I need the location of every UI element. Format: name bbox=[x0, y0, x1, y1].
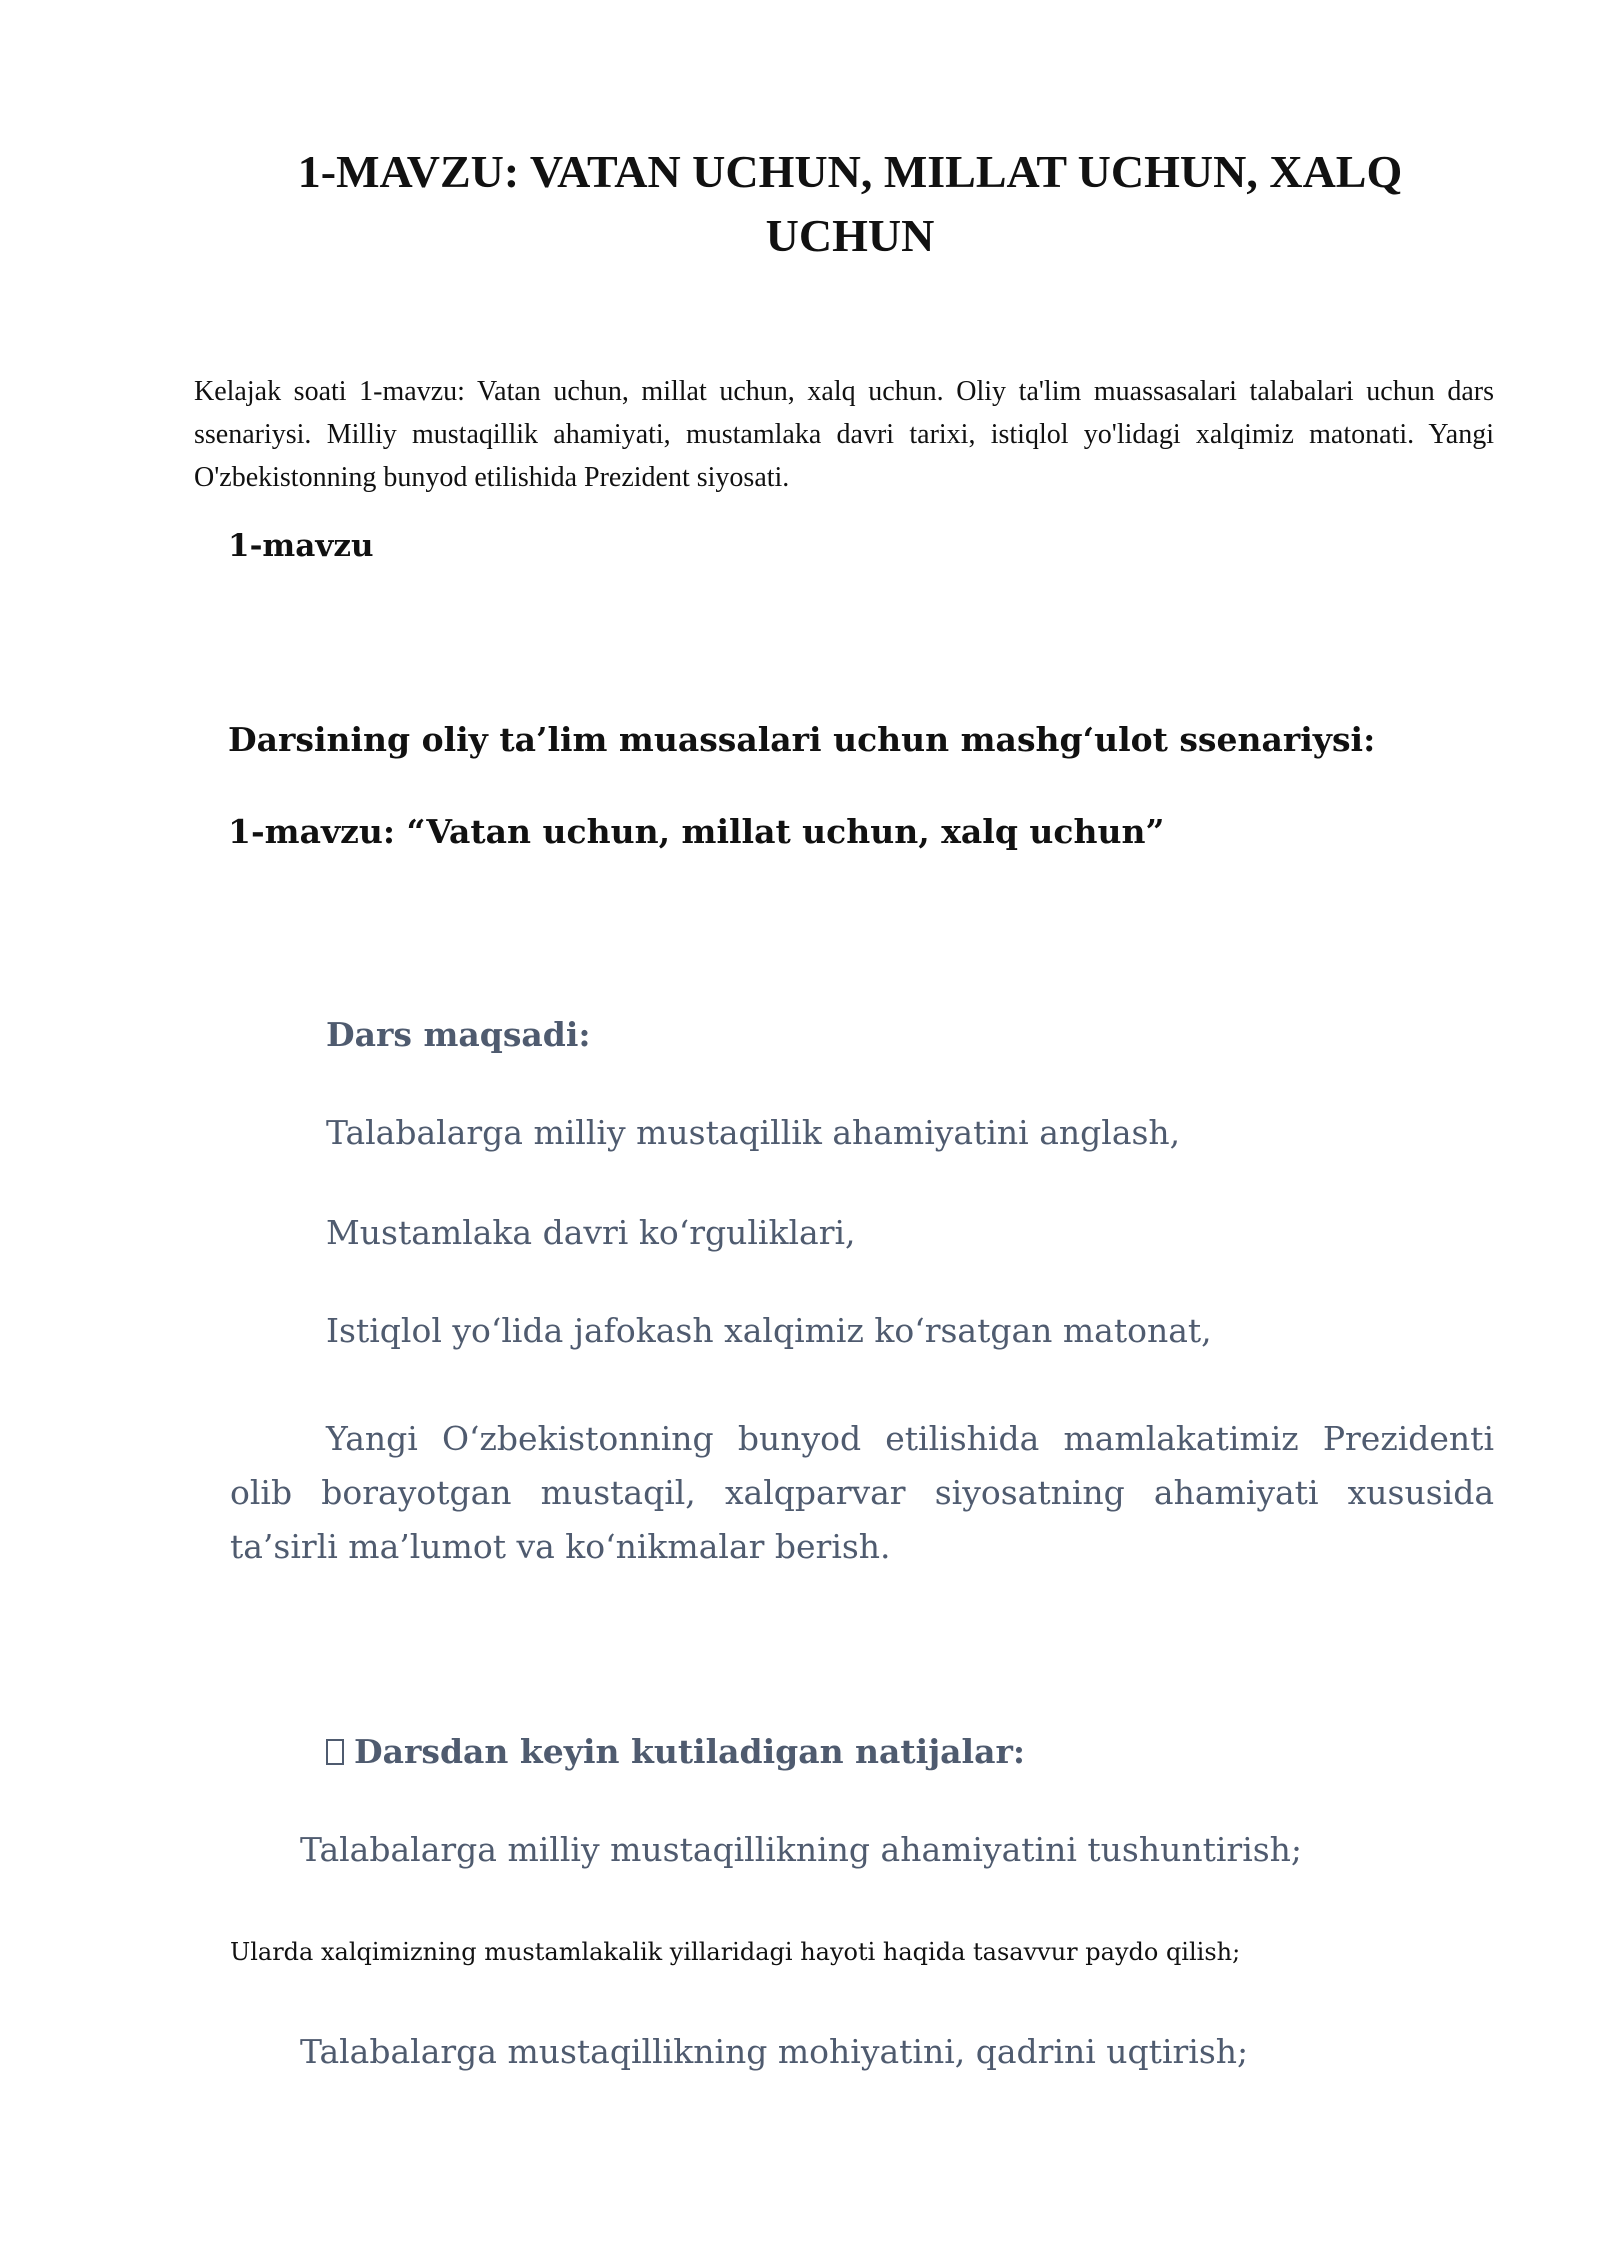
document-title: 1-MAVZU: VATAN UCHUN, MILLAT UCHUN, XALQ UCHUN bbox=[297, 146, 1403, 261]
checkbox-glyph-icon bbox=[326, 1739, 344, 1765]
heading-mavzu: 1-mavzu bbox=[228, 528, 374, 564]
result-item: Ularda xalqimizning mustamlakalik yillaridagi hayoti haqida tasavvur paydo qilish; bbox=[230, 1938, 1241, 1966]
goal-item: Istiqlol yo‘lida jafokash xalqimiz ko‘rsatgan matonat, bbox=[326, 1311, 1212, 1350]
result-item: Talabalarga milliy mustaqillikning ahamiyatini tushuntirish; bbox=[300, 1830, 1303, 1869]
goal-item: Mustamlaka davri ko‘rguliklari, bbox=[326, 1213, 856, 1252]
results-heading: Darsdan keyin kutiladigan natijalar: bbox=[354, 1732, 1026, 1771]
intro-paragraph: Kelajak soati 1-mavzu: Vatan uchun, millat uchun, xalq uchun. Oliy ta'lim muassasalari talabalari uchun dars ssenariysi. Milliy mustaqillik ahamiyati, mustamlaka davri tarixi, istiqlol yo'lidagi xalqimiz matonati. Yangi O'zbekistonning bunyod etilishida Prezident siyosati. bbox=[194, 376, 1494, 493]
result-item: Talabalarga mustaqillikning mohiyatini, qadrini uqtirish; bbox=[300, 2032, 1249, 2071]
goal-item: Yangi O‘zbekistonning bunyod etilishida mamlakatimiz Prezidenti olib borayotgan mustaqil, xalqparvar siyosatning ahamiyati xususida ta’sirli ma’lumot va ko‘nikmalar berish. bbox=[230, 1419, 1494, 1566]
goals-heading: Dars maqsadi: bbox=[326, 1015, 591, 1054]
goal-item: Talabalarga milliy mustaqillik ahamiyatini anglash, bbox=[326, 1113, 1181, 1152]
heading-topic: 1-mavzu: “Vatan uchun, millat uchun, xalq uchun” bbox=[228, 812, 1165, 851]
heading-ssenariy: Darsining oliy ta’lim muassalari uchun mashg‘ulot ssenariysi: bbox=[228, 720, 1376, 759]
results-heading-row bbox=[326, 1732, 1025, 1771]
